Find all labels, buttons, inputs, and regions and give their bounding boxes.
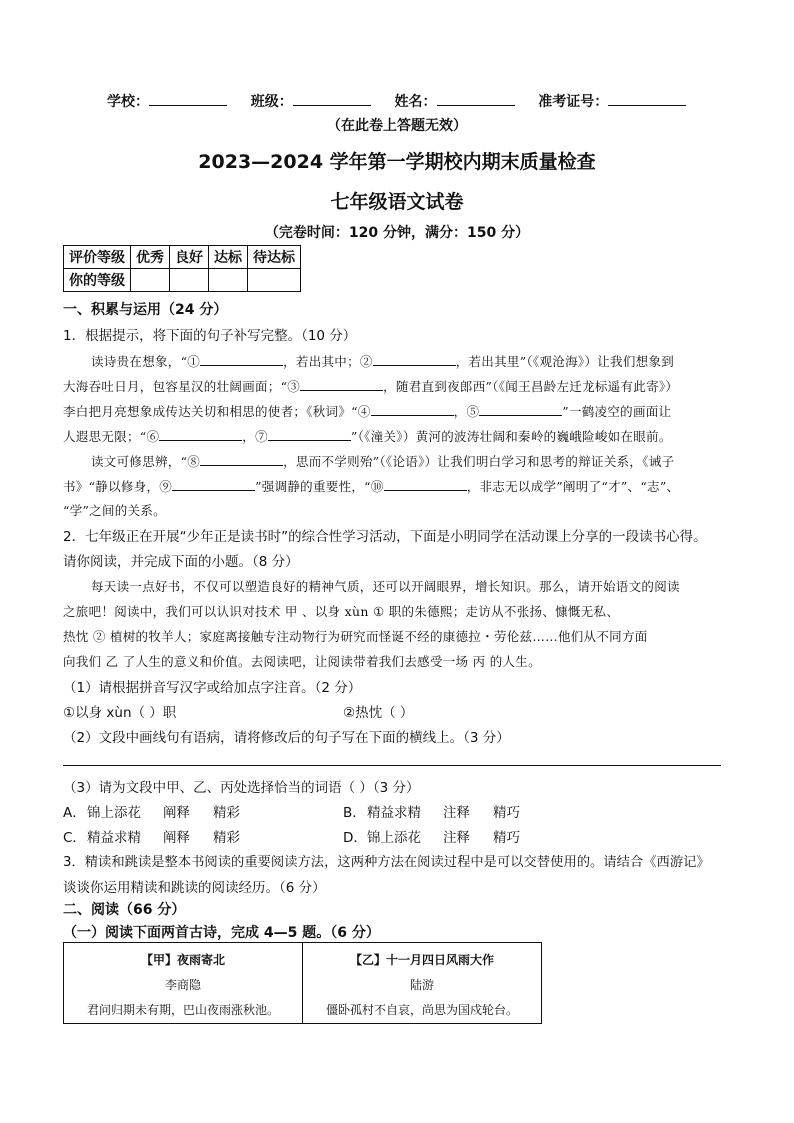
grade-header-cell: 待达标 [248, 246, 301, 269]
q1-line [63, 401, 671, 420]
grade-header-cell: 优秀 [131, 246, 170, 269]
option-word: 锦上添花 [87, 805, 141, 821]
q2-sub1-b: ②热忱（ ） [343, 705, 414, 721]
class-blank[interactable] [293, 91, 371, 106]
q2-passage-line: 热忱 ② 植树的牧羊人；家庭离接触专注动物行为研究而怪诞不经的康德拉・劳伦兹……他们从不同方面 [63, 629, 648, 644]
grade-header-cell: 达标 [209, 246, 248, 269]
name-label: 姓名： [394, 94, 437, 110]
poem-a-box [63, 942, 303, 1024]
q1-text: ，⑦ [242, 429, 268, 444]
q1-text: ，若出其中；② [283, 354, 373, 369]
option-a[interactable] [63, 801, 240, 821]
q1-text: ，随君直到夜郎西”（《闻王昌龄左迁龙标遥有此寄》） [383, 379, 679, 394]
q1-text: ，非志无以成学”阐明了“才”、“志”、 [466, 479, 680, 494]
q1-line [91, 351, 674, 370]
student-info-line [107, 91, 686, 111]
q2-stem: 2．七年级正在开展“少年正是读书时”的综合性学习活动，下面是小明同学在活动课上分享的一段读书心得。 [63, 529, 707, 545]
q1-stem: 1．根据提示，将下面的句子补写完整。（10 分） [63, 328, 357, 344]
option-word: 阐释 [163, 830, 190, 846]
blank-8[interactable] [200, 451, 283, 466]
q2-passage-line: 向我们 乙 了人生的意义和价值。去阅读吧，让阅读带着我们去感受一场 丙 的人生。 [63, 654, 541, 669]
q3-stem: 3．精读和跳读是整本书阅读的重要阅读方法，这两种方法在阅读过程中是可以交替使用的。请结合《西游记》 [63, 855, 710, 870]
exam-title: 2023—2024 学年第一学期校内期末质量检查 [198, 151, 596, 173]
blank-3[interactable] [300, 376, 383, 391]
q1-text: 大海吞吐日月，包容星汉的壮阔画面；“③ [63, 379, 301, 394]
option-word: 精益求精 [87, 830, 141, 846]
q3-stem: 谈谈你运用精读和跳读的阅读经历。（6 分） [63, 880, 326, 896]
class-label: 班级： [250, 94, 293, 110]
q1-line [91, 451, 674, 470]
q1-text: ”强调静的重要性，“⑩ [255, 479, 384, 494]
exam-time-info: （完卷时间：120 分钟，满分：150 分） [264, 225, 530, 241]
q1-line [63, 476, 679, 495]
q1-text: 李白把月亮想象成传达关切和相思的使者；《秋词》“④ [63, 404, 371, 419]
name-blank[interactable] [437, 91, 515, 106]
poem-b-author: 陆游 [409, 978, 434, 992]
q2-sub1: （1）请根据拼音写汉字或给加点字注音。（2 分） [63, 680, 362, 696]
school-blank[interactable] [149, 91, 227, 106]
q1-text: 人遐思无限；“⑥ [63, 429, 160, 444]
option-b[interactable] [343, 801, 520, 821]
section2-part1: （一）阅读下面两首古诗，完成 4—5 题。（6 分） [63, 925, 380, 941]
q1-text: 读诗贵在想象，“① [91, 354, 201, 369]
option-word: 精彩 [213, 805, 240, 821]
q1-text: 书》“静以修身，⑨ [63, 479, 173, 494]
exam-subtitle: 七年级语文试卷 [330, 191, 464, 213]
option-word: 精彩 [213, 830, 240, 846]
poem-a-author: 李商隐 [164, 978, 201, 992]
option-word: 精益求精 [367, 805, 421, 821]
q2-stem: 请你阅读，并完成下面的小题。（8 分） [63, 554, 299, 570]
exam-no-blank[interactable] [608, 91, 686, 106]
option-d[interactable] [343, 826, 520, 846]
blank-7[interactable] [268, 426, 351, 441]
option-word: 精巧 [493, 805, 520, 821]
grade-cell[interactable] [131, 269, 170, 292]
blank-4[interactable] [371, 401, 454, 416]
q1-text: ，⑤ [453, 404, 480, 419]
q1-text: 读文可修思辨，“⑧ [91, 454, 201, 469]
section2-heading: 二、阅读（66 分） [63, 902, 186, 918]
option-word: 阐释 [163, 805, 190, 821]
q1-text: ”一鹤凌空的画面让 [562, 404, 672, 419]
option-word: 注释 [443, 830, 470, 846]
answer-notice: （在此卷上答题无效） [327, 118, 467, 134]
blank-1[interactable] [200, 351, 283, 366]
q1-text: ”（《潼关》）黄河的波涛壮阔和秦岭的巍峨险峻如在眼前。 [350, 429, 672, 444]
q2-sub1-a: ①以身 xùn（ ）职 [63, 705, 177, 721]
q1-line: “学”之间的关系。 [63, 503, 166, 518]
grade-table [63, 245, 301, 292]
option-label: A． [63, 805, 86, 821]
option-word: 精巧 [493, 830, 520, 846]
answer-line[interactable] [63, 765, 721, 766]
blank-2[interactable] [373, 351, 456, 366]
exam-no-label: 准考证号： [538, 94, 609, 110]
grade-cell[interactable] [209, 269, 248, 292]
option-word: 锦上添花 [367, 830, 421, 846]
q2-passage-line: 每天读一点好书，不仅可以塑造良好的精神气质，还可以开阔眼界，增长知识。那么，请开始语文的阅读 [91, 579, 680, 594]
option-word: 注释 [443, 805, 470, 821]
blank-6[interactable] [159, 426, 242, 441]
q1-line [63, 376, 678, 395]
poem-b-line: 僵卧孤村不自哀，尚思为国戍轮台。 [325, 1003, 518, 1017]
blank-5[interactable] [479, 401, 562, 416]
blank-10[interactable] [384, 476, 467, 491]
grade-header-cell: 良好 [170, 246, 209, 269]
grade-cell[interactable] [170, 269, 209, 292]
blank-9[interactable] [172, 476, 255, 491]
grade-header-cell: 评价等级 [64, 246, 131, 269]
poem-a-line: 君问归期未有期，巴山夜雨涨秋池。 [86, 1003, 279, 1017]
grade-cell[interactable] [248, 269, 301, 292]
grade-table-row [64, 269, 301, 292]
option-c[interactable] [63, 826, 240, 846]
option-label: C． [63, 830, 86, 846]
q2-sub2: （2）文段中画线句有语病，请将修改后的句子写在下面的横线上。（3 分） [63, 730, 510, 746]
section1-heading: 一、积累与运用（24 分） [63, 302, 228, 318]
q1-text: ，若出其里”（《观沧海》）让我们想象到 [455, 354, 675, 369]
q2-passage-line: 之旅吧！阅读中，我们可以认识对技术 甲 、以身 xùn ① 职的朱德熙；走访从不张扬、慷慨无私、 [63, 604, 620, 619]
grade-table-header-row [64, 246, 301, 269]
school-label: 学校： [107, 94, 149, 110]
option-label: B． [343, 805, 366, 821]
option-label: D． [343, 830, 367, 846]
q1-line [63, 426, 672, 445]
q2-sub3: （3）请为文段中甲、乙、丙处选择恰当的词语（ ）（3 分） [63, 780, 420, 796]
q1-text: ，思而不学则殆”（《论语》）让我们明白学习和思考的辩证关系，《诫子 [283, 454, 675, 469]
poem-a-title: 【甲】夜雨寄北 [140, 953, 225, 967]
poem-b-box [302, 942, 542, 1024]
poem-b-title: 【乙】十一月四日风雨大作 [349, 953, 494, 967]
grade-row-label: 你的等级 [64, 269, 131, 292]
